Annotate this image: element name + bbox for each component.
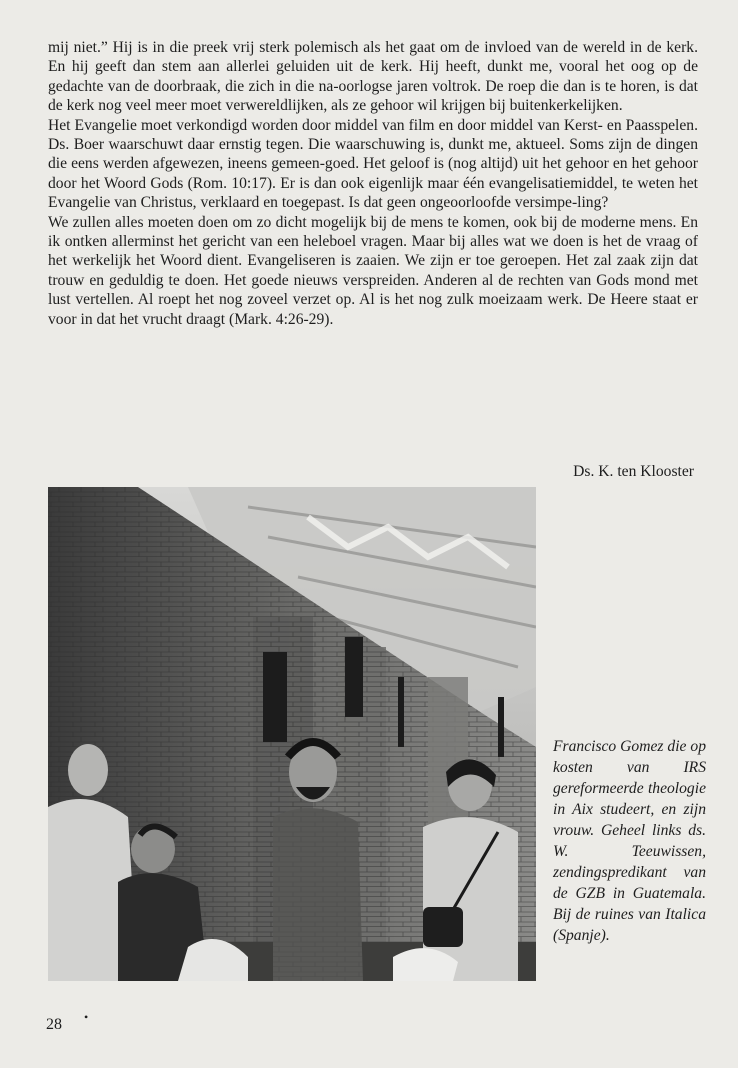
author-signature: Ds. K. ten Klooster — [573, 463, 694, 480]
photo-caption: Francisco Gomez die op kosten van IRS gereformeerde theologie in Aix studeert, en zijn vrouw. Geheel links ds. W. Teeuwissen, zendingspredikant van de GZB in Guatemala. Bij de ruines van Italica (Spanje). — [553, 738, 706, 944]
page-mark: • — [84, 1010, 89, 1024]
paragraph-1: mij niet.” Hij is in die preek vrij sterk polemisch als het gaat om de invloed van de wereld in de kerk. En hij geeft dan stem aan allerlei geluiden uit de kerk. Hij heeft, dunkt me, vooral het oog op de gedachte van de doorbraak, die zich in die na-oorlogse jaren voltrok. De roep die dan is te horen, is dat de kerk nog veel meer moet verwereldlijken, als ze gehoor wil krijgen bij buitenkerkelijken. — [48, 39, 698, 115]
article-body — [48, 38, 698, 329]
page-number: 28 — [46, 1016, 62, 1033]
paragraph-2: Het Evangelie moet verkondigd worden door middel van film en door middel van Kerst- en Paasspelen. Ds. Boer waarschuwt daar ernstig tegen. Die waarschuwing is, dunkt me, aktueel. Soms zijn de dingen die eens werden afgewezen, ineens gemeen-goed. Het geloof is (nog altijd) uit het gehoor en het gehoor door het Woord Gods (Rom. 10:17). Er is dan ook eigenlijk maar één evangelisatiemiddel, te weten het Evangelie van Christus, verklaard en toegepast. Is dat geen ongeoorloofde versimpe-ling? — [48, 116, 698, 212]
photo-italica-ruins — [48, 487, 536, 981]
photo-illustration — [48, 487, 536, 981]
paragraph-3: We zullen alles moeten doen om zo dicht mogelijk bij de mens te komen, ook bij de moderne mens. En ik ontken allerminst het gericht van een heleboel vragen. Maar bij alles wat we doen is het de vraag of het werkelijk het Woord dient. Evangeliseren is zaaien. We zijn er toe geroepen. Het zal zaak zijn dat trouw en geduldig te doen. Het goede nieuws verspreiden. Anderen al de rechten van Gods mond met lust vertellen. Al roept het nog zoveel verzet op. Al is het nog zulk moeizaam werk. De Heere staat er voor in dat het vrucht draagt (Mark. 4:26-29). — [48, 213, 698, 328]
